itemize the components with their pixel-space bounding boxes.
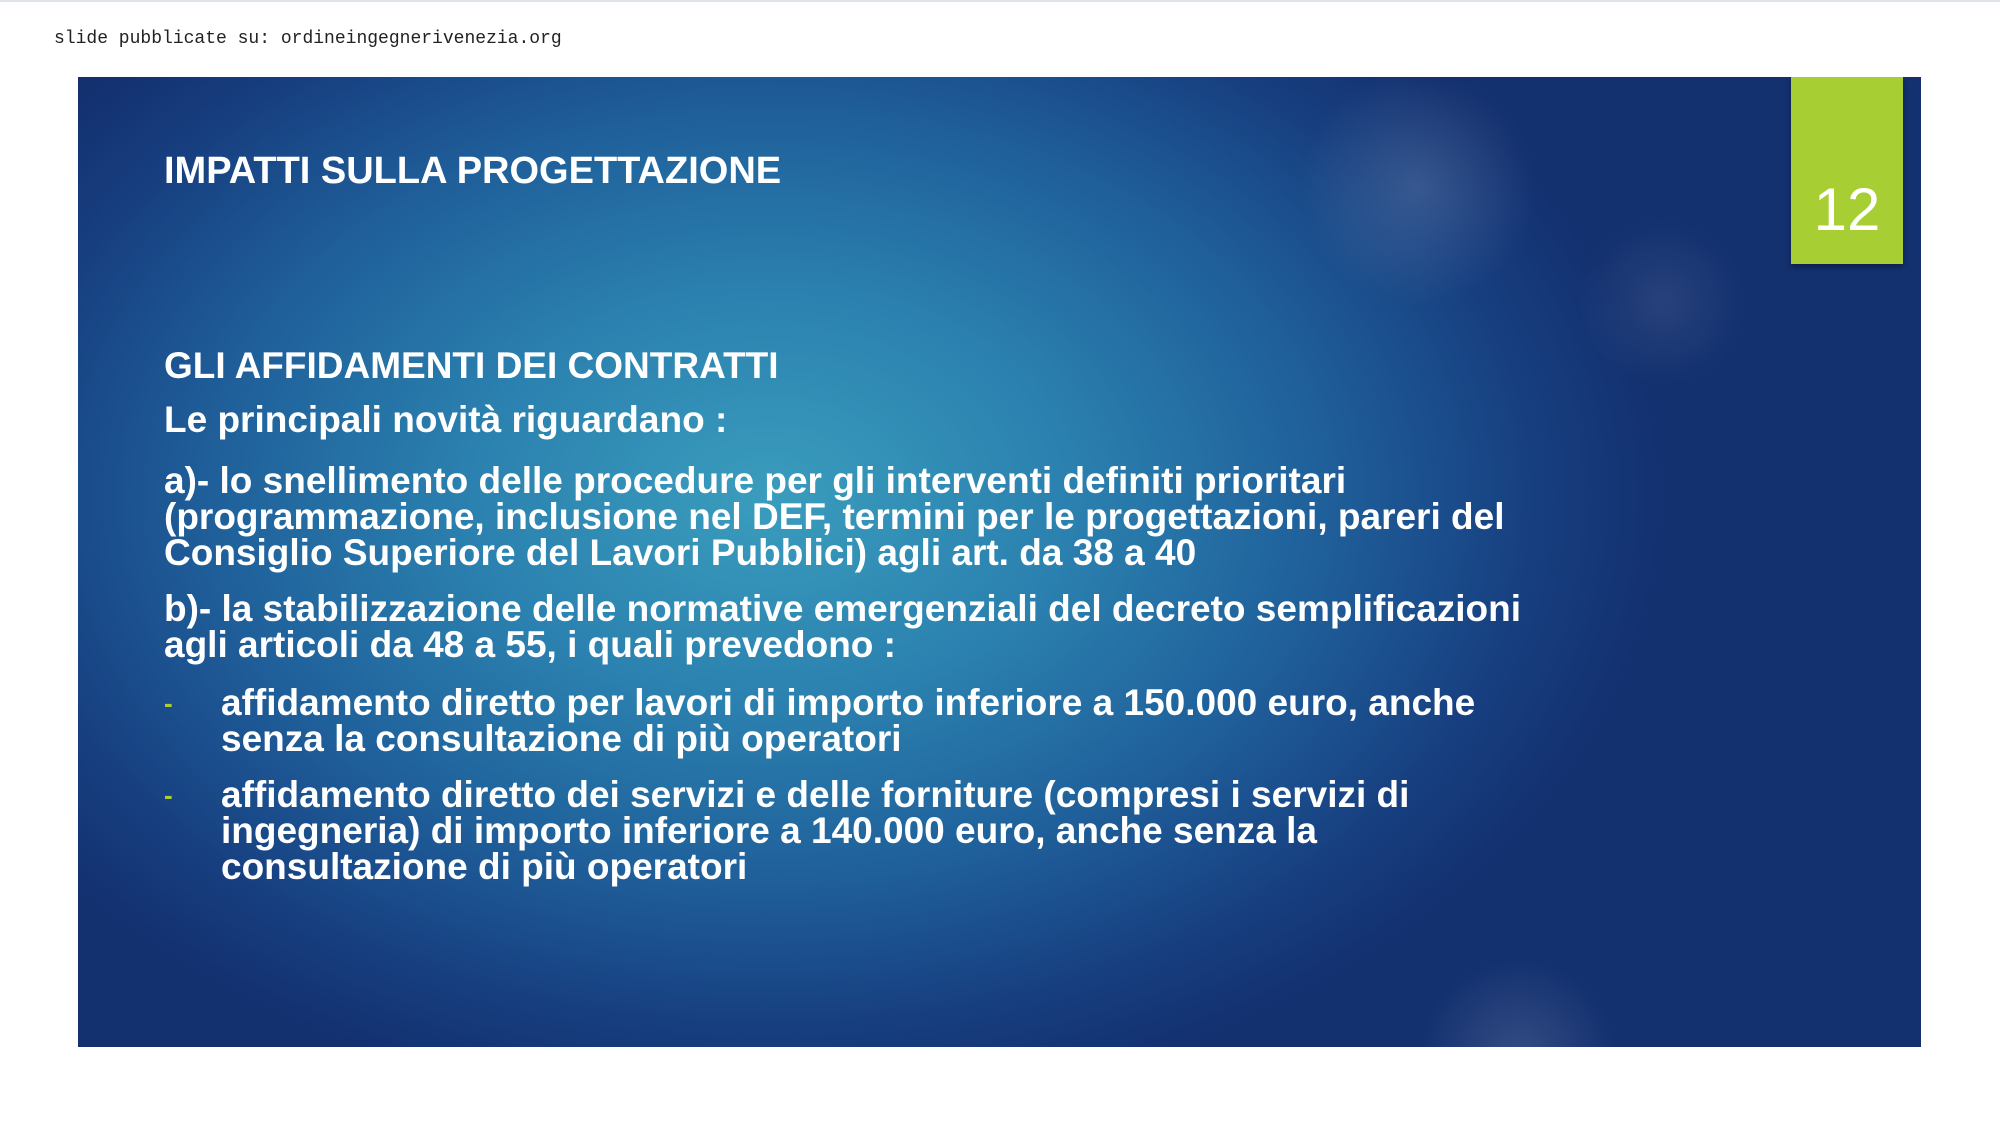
bullet-list bbox=[164, 682, 1476, 905]
source-note: slide pubblicate su: ordineingegnerivenezia.org bbox=[54, 29, 562, 49]
paragraph-line: agli articoli da 48 a 55, i quali prevedono : bbox=[164, 624, 896, 665]
paragraph-line: Consiglio Superiore del Lavori Pubblici) agli art. da 38 a 40 bbox=[164, 532, 1197, 573]
slide-title: IMPATTI SULLA PROGETTAZIONE bbox=[164, 150, 782, 192]
section-heading: GLI AFFIDAMENTI DEI CONTRATTI bbox=[164, 345, 779, 386]
paragraph-line: b)- la stabilizzazione delle normative emergenziali del decreto semplificazioni bbox=[164, 588, 1522, 629]
slide-panel bbox=[78, 77, 1921, 1047]
list-item bbox=[164, 774, 1475, 887]
decorative-orb bbox=[1578, 217, 1748, 387]
paragraph-b bbox=[164, 588, 1522, 665]
paragraph-line: (programmazione, inclusione nel DEF, termini per le progettazioni, pareri del bbox=[164, 496, 1505, 537]
list-item bbox=[164, 682, 1476, 759]
top-divider bbox=[0, 0, 2000, 2]
bullet-dash-icon: - bbox=[164, 688, 173, 718]
decorative-orb bbox=[1418, 957, 1618, 1047]
bullet-dash-icon: - bbox=[164, 780, 173, 810]
intro-text: Le principali novità riguardano : bbox=[164, 399, 728, 440]
bullet-line: ingegneria) di importo inferiore a 140.000 euro, anche senza la bbox=[221, 810, 1317, 851]
decorative-orb bbox=[1298, 77, 1538, 307]
bullet-line: affidamento diretto per lavori di importo inferiore a 150.000 euro, anche bbox=[221, 682, 1476, 723]
page-number-badge: 12 bbox=[1791, 77, 1903, 264]
bullet-line: affidamento diretto dei servizi e delle forniture (compresi i servizi di bbox=[221, 774, 1410, 815]
paragraph-line: a)- lo snellimento delle procedure per gli interventi definiti prioritari bbox=[164, 460, 1347, 501]
bullet-line: senza la consultazione di più operatori bbox=[221, 718, 902, 759]
paragraph-a bbox=[164, 460, 1505, 573]
bullet-line: consultazione di più operatori bbox=[221, 846, 748, 887]
